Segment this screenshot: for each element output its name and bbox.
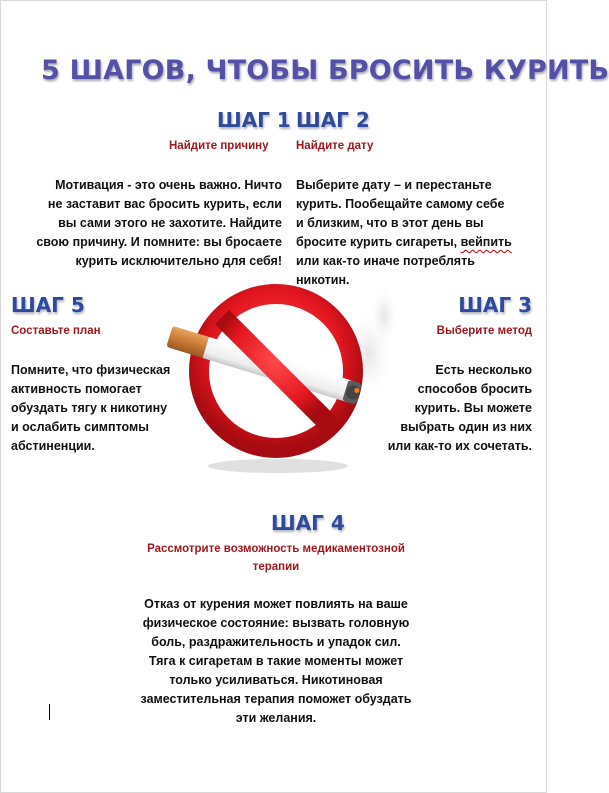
step-4-heading: ШАГ 4 xyxy=(271,511,345,535)
step-5-subtitle: Составьте план xyxy=(11,325,101,337)
text-line: и близким, что в этот день вы xyxy=(296,216,484,230)
step-4-text xyxy=(101,595,451,728)
text-line: и ослабить симптомы xyxy=(11,420,149,434)
text-line: боль, раздражительность и упадок сил. xyxy=(151,635,401,649)
text-line: Есть несколько xyxy=(435,363,532,377)
text-line: никотин. xyxy=(296,273,350,287)
step-2-text xyxy=(296,176,541,290)
subtitle-line: терапии xyxy=(252,561,300,573)
text-line: Тяга к сигаретам в такие моменты может xyxy=(148,654,404,668)
text-line: не заставит вас бросить курить, если xyxy=(47,197,282,211)
step-1-heading: ШАГ 1 xyxy=(217,108,291,132)
text-line: Выберите дату – и перестаньте xyxy=(296,178,492,192)
text-line xyxy=(296,233,541,252)
text-line: вы сами этого не захотите. Найдите xyxy=(58,216,282,230)
spellcheck-word: вейпить xyxy=(460,235,512,249)
text-line: Отказ от курения может повлиять на ваше xyxy=(144,597,408,611)
text-line: только усиливаться. Никотиновая xyxy=(169,673,383,687)
text-line: способов бросить xyxy=(417,382,532,396)
step-2-heading: ШАГ 2 xyxy=(296,108,370,132)
step-5-heading: ШАГ 5 xyxy=(11,293,85,317)
text-line: свою причину. И помните: вы бросаете xyxy=(36,235,282,249)
text-line: обуздать тягу к никотину xyxy=(11,401,168,415)
text-line: выбрать один из них xyxy=(400,420,532,434)
text-line: курить. Вы можете xyxy=(414,401,532,415)
text-line: Мотивация - это очень важно. Ничто xyxy=(55,178,282,192)
text-line: активность помогает xyxy=(11,382,142,396)
page-title: 5 ШАГОВ, ЧТОБЫ БРОСИТЬ КУРИТЬ xyxy=(41,55,609,86)
text-line: Помните, что физическая xyxy=(11,363,171,377)
text-line: или как-то их сочетать. xyxy=(387,439,532,453)
step-3-subtitle: Выберите метод xyxy=(436,325,532,337)
text-line: эти желания. xyxy=(235,711,317,725)
text-line: или как-то иначе потреблять xyxy=(296,254,475,268)
text-fragment: бросите курить сигареты, xyxy=(296,235,458,249)
text-line: абстиненции. xyxy=(11,439,95,453)
text-cursor[interactable] xyxy=(49,704,50,720)
step-1-subtitle: Найдите причину xyxy=(169,140,269,152)
text-line: физическое состояние: вызвать головную xyxy=(142,616,410,630)
text-line: курить. Пообещайте самому себе xyxy=(296,197,505,211)
subtitle-line: Рассмотрите возможность медикаментозной xyxy=(147,543,405,555)
no-smoking-sign-icon xyxy=(156,276,396,476)
step-4-subtitle xyxy=(101,540,451,576)
text-line: заместительная терапия поможет обуздать xyxy=(140,692,412,706)
step-2-subtitle: Найдите дату xyxy=(296,140,374,152)
step-1-text xyxy=(11,176,282,271)
text-line: курить исключительно для себя! xyxy=(75,254,282,268)
step-3-heading: ШАГ 3 xyxy=(458,293,532,317)
